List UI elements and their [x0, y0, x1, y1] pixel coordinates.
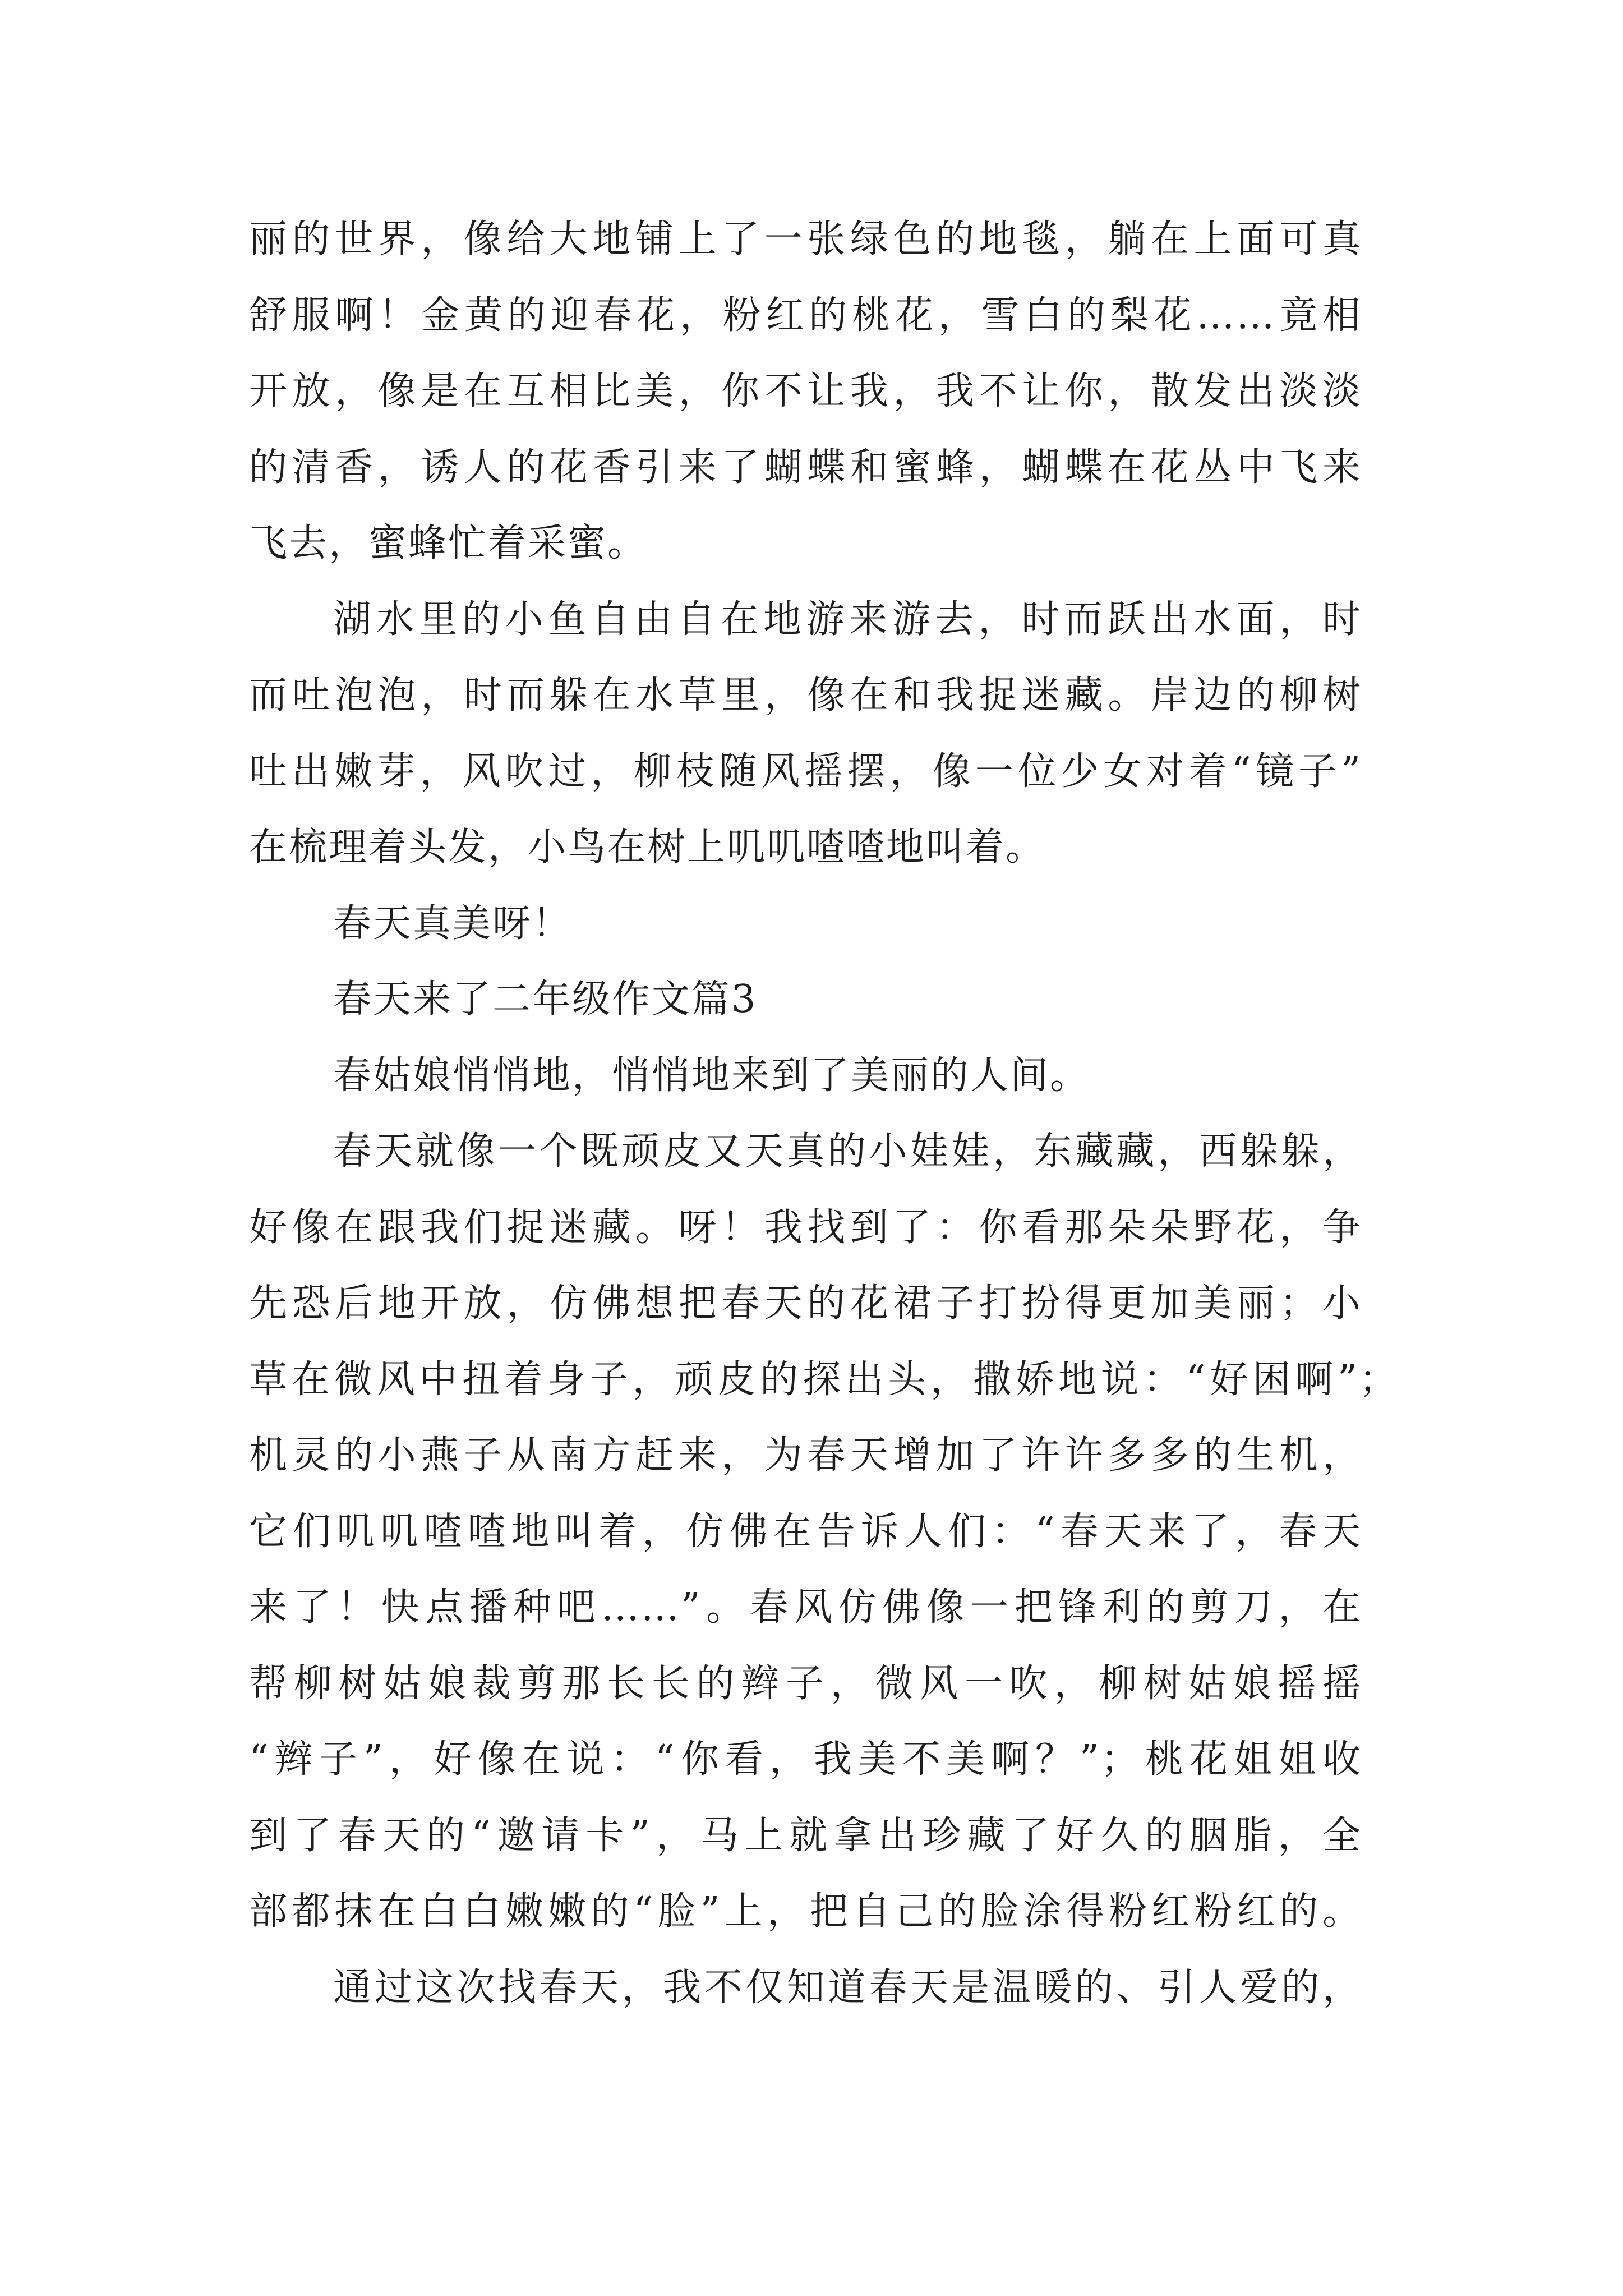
text-line: 好像在跟我们捉迷藏。呀！我找到了：你看那朵朵野花，争 — [249, 1205, 1362, 1250]
paragraph — [249, 1038, 1427, 1114]
paragraph — [249, 886, 1427, 962]
paragraph — [249, 1950, 1427, 2026]
text-line: 部都抹在白白嫩嫩的“脸”上，把自己的脸涂得粉红粉红的。 — [249, 1889, 1362, 1934]
text-line: 来了！快点播种吧……”。春风仿佛像一把锋利的剪刀，在 — [249, 1585, 1362, 1630]
text-line: 帮柳树姑娘裁剪那长长的辫子，微风一吹，柳树姑娘摇摇 — [249, 1661, 1362, 1706]
section-heading-text: 春天来了二年级作文篇3 — [333, 977, 758, 1022]
text-line: 舒服啊！金黄的迎春花，粉红的桃花，雪白的梨花……竟相 — [249, 293, 1362, 338]
text-line: 春天就像一个既顽皮又天真的小娃娃，东藏藏，西躲躲， — [333, 1129, 1362, 1174]
text-line: 开放，像是在互相比美，你不让我，我不让你，散发出淡淡 — [249, 369, 1362, 413]
text-line: 在梳理着头发，小鸟在树上叽叽喳喳地叫着。 — [249, 825, 1046, 869]
text-line: 的清香，诱人的花香引来了蝴蝶和蜜蜂，蝴蝶在花丛中飞来 — [249, 445, 1362, 490]
text-line: 到了春天的“邀请卡”，马上就拿出珍藏了好久的胭脂，全 — [249, 1813, 1362, 1858]
paragraph — [249, 582, 1427, 886]
text-line: 春天真美呀！ — [333, 901, 573, 946]
text-line: 湖水里的小鱼自由自在地游来游去，时而跃出水面，时 — [333, 597, 1362, 642]
text-line: 先恐后地开放，仿佛想把春天的花裙子打扮得更加美丽；小 — [249, 1281, 1362, 1326]
text-line: 草在微风中扭着身子，顽皮的探出头，撒娇地说：“好困啊”； — [249, 1357, 1399, 1402]
text-line: 吐出嫩芽，风吹过，柳枝随风摇摆，像一位少女对着“镜子” — [249, 749, 1362, 794]
text-line: 它们叽叽喳喳地叫着，仿佛在告诉人们：“春天来了，春天 — [249, 1509, 1362, 1554]
text-line: 机灵的小燕子从南方赶来，为春天增加了许许多多的生机， — [249, 1433, 1362, 1478]
body-text — [249, 201, 1427, 2026]
text-line: 而吐泡泡，时而躲在水草里，像在和我捉迷藏。岸边的柳树 — [249, 673, 1362, 717]
text-line: “辫子”，好像在说：“你看，我美不美啊？”；桃花姐姐收 — [249, 1737, 1362, 1782]
text-line: 丽的世界，像给大地铺上了一张绿色的地毯，躺在上面可真 — [249, 217, 1362, 261]
text-line: 飞去，蜜蜂忙着采蜜。 — [249, 521, 648, 565]
text-line: 春姑娘悄悄地，悄悄地来到了美丽的人间。 — [333, 1053, 1090, 1098]
section-heading — [249, 961, 1427, 1038]
paragraph — [249, 1114, 1427, 1950]
paragraph — [249, 201, 1427, 582]
text-line: 通过这次找春天，我不仅知道春天是温暖的、引人爱的， — [333, 1965, 1362, 2010]
